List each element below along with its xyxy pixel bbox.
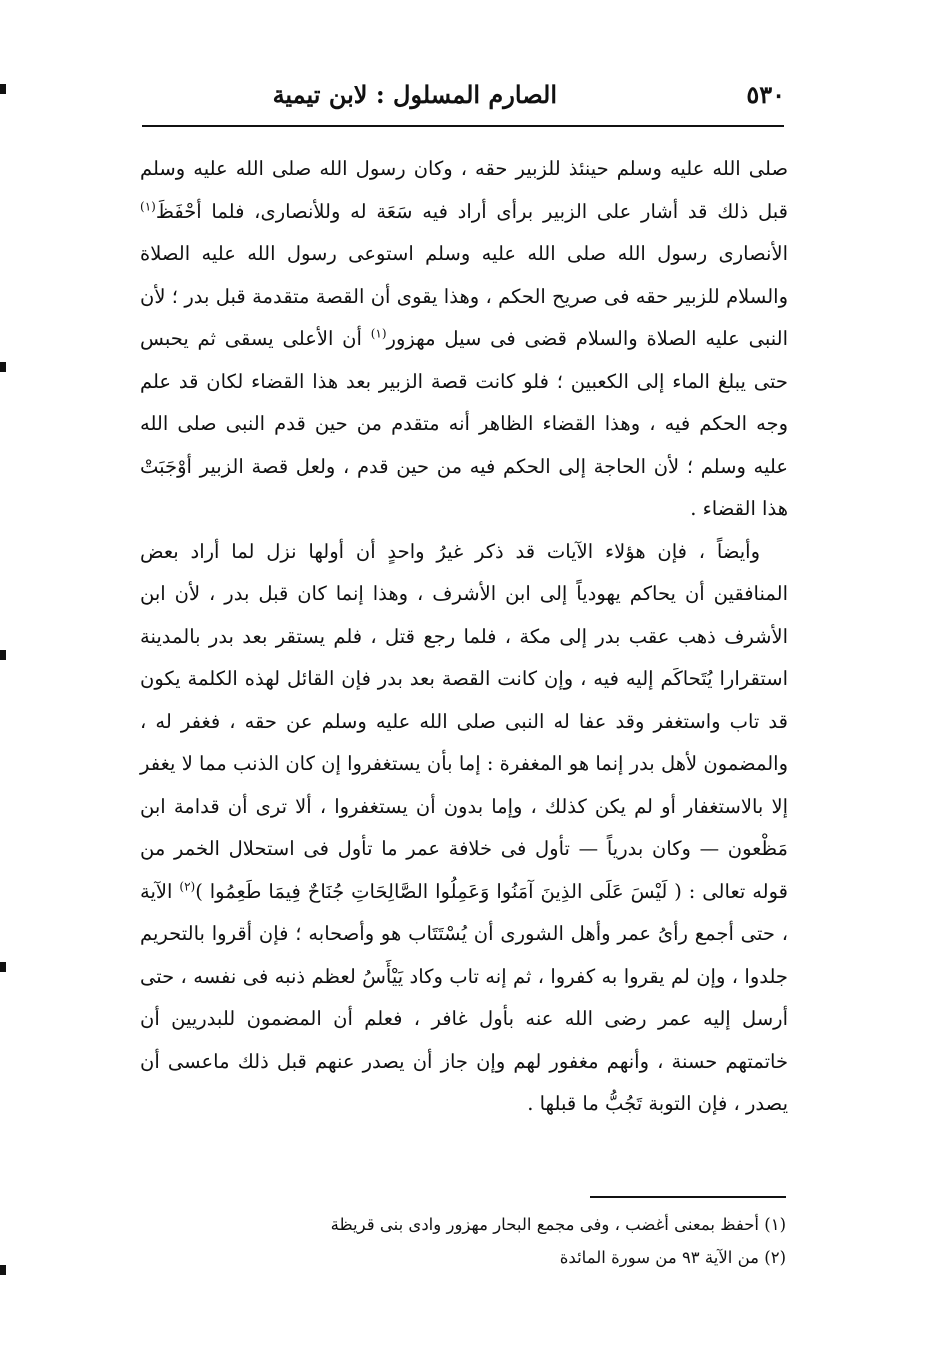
running-title: الصارم المسلول : لابن تيمية (272, 80, 557, 109)
text-line: صلى الله عليه وسلم حينئذ للزبير حقه ، وكان رسول الله صلى الله عليه وسلم (140, 157, 788, 180)
text-line: المنافقين أن يحاكم يهودياً إلى ابن الأشرف ، وهذا إنما كان قبل بدر ، لأن (174, 582, 788, 605)
footnote-ref: (١) (370, 326, 387, 341)
text-line: من قوله تعالى : ( لَيْسَ عَلَى الذِينَ آمَنُوا وَعَمِلُوا الصَّالِحَاتِ جُنَاحٌ فِيمَا طَعِمُوا ) (140, 837, 789, 903)
footnotes (220, 1208, 786, 1274)
text-line: استقرارا يُتَحاكَم إليه فيه ، وإن كانت القصة بعد بدر فإن القائل لهذه الكلمة (187, 667, 788, 690)
text-line: وهذا القضاء الظاهر أنه متقدم من حين قدم النبى صلى الله عليه وسلم ؛ لأن الحاجة (140, 412, 788, 478)
text-line: أن خاتمتهم حسنة ، وأنهم مغفور لهم وإن جاز أن يصدر عنهم قبل ذلك ماعسى (140, 1007, 788, 1073)
text-line: والمضمون لأهل بدر إنما هو المغفرة : إما بأن يستغفروا إن كان الذنب مما لا يغفر (140, 752, 788, 775)
footnote-ref: (١) (140, 199, 156, 213)
scan-margin-mark (0, 650, 6, 660)
text-line: الأنصارى رسول الله صلى الله عليه وسلم استوعى رسول الله عليه الصلاة والسلام (140, 242, 788, 308)
text-line: قبل ذلك قد أشار على الزبير برأى أراد فيه سَعَة له وللأنصارى، فلما أحْفَظَ (155, 199, 788, 223)
text-line: بالتحريم جلدوا ، وإن لم يقروا به كفروا ، ثم إنه تاب وكاد يَيْأَسُ لعظم ذنبه (140, 922, 788, 988)
paragraph-1 (140, 148, 788, 531)
scan-margin-mark (0, 1265, 6, 1275)
text-line: أن يصدر ، فإن التوبة تَجُبُّ ما قبلها . (140, 1049, 788, 1115)
text-line: ابن مَظْعون — وكان بدرياً — تأول فى خلافة عمر ما تأول فى استحلال الخمر (140, 794, 788, 860)
text-line: للزبير حقه فى صريح الحكم ، وهذا يقوى أن القصة متقدمة قبل بدر ؛ لأن النبى (140, 284, 788, 350)
text-line: أن الأعلى يسقى ثم يحبس حتى يبلغ الماء (140, 327, 788, 393)
footnote-ref: (٢) (179, 879, 196, 893)
text-line: يكون قد تاب واستغفر وقد عفا له النبى صلى الله عليه وسلم عن حقه ، فغفر له ، (140, 667, 788, 733)
paragraph-2 (140, 531, 788, 1126)
text-line: الآية ، حتى أجمع رأىُ عمر وأهل الشورى أن يُسْتَتَاب هو وأصحابه ؛ فإن أقروا (140, 879, 788, 945)
text-line: إلا بالاستغفار أو لم يكن كذلك ، وإما بدون أن يستغفروا ، ألا ترى أن قدامة (173, 794, 788, 818)
header-rule (142, 125, 784, 127)
scan-margin-mark (0, 362, 6, 372)
footnote-rule (590, 1196, 786, 1198)
page-header (140, 78, 785, 118)
text-line: ابن الأشرف ذهب عقب بدر إلى مكة ، فلما رجع قتل ، فلم يستقر بعد بدر بالمدينة (140, 582, 788, 648)
text-line: فى نفسه ، حتى أرسل إليه عمر رضى الله عنه بأول غافر ، فعلم أن المضمون للبدريين (140, 964, 788, 1030)
page-number: ٥٣٠ (746, 80, 785, 109)
body-text (140, 148, 788, 1126)
footnote-1: (١) أحفظ بمعنى أغضب ، وفى مجمع البحار مهزور وادى بنى قريظة (330, 1215, 786, 1234)
text-line: إلى الكعبين ؛ فلو كانت قصة الزبير بعد هذا القضاء لكان قد علم وجه الحكم فيه ، (140, 369, 789, 435)
text-line: وأيضاً ، فإن هؤلاء الآيات قد ذكر غيرُ واحدٍ أن أولها نزل لما أراد بعض (140, 539, 760, 563)
scan-margin-mark (0, 962, 6, 972)
footnote-2: (٢) من الآية ٩٣ من سورة المائدة (559, 1248, 786, 1267)
text-line: عليه الصلاة والسلام قضى فى سيل مهزور (386, 327, 740, 350)
text-line: إلى الحكم فيه من حين قدم ، ولعل قصة الزبير أوْجَبَتْ هذا القضاء . (140, 454, 788, 520)
scan-margin-mark (0, 84, 6, 94)
